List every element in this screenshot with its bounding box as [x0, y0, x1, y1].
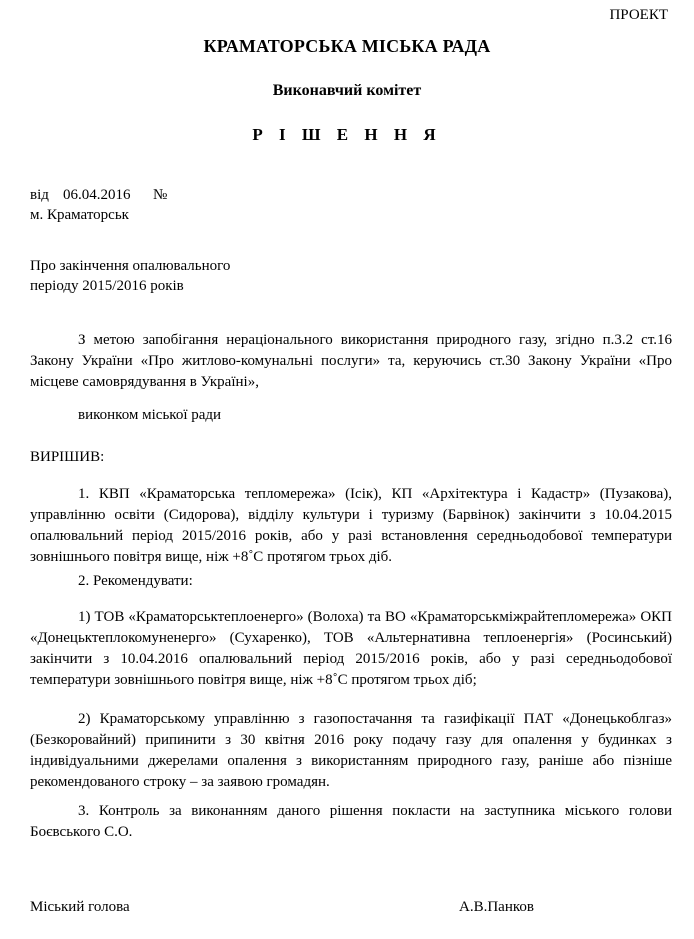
- draft-label: ПРОЕКТ: [609, 7, 668, 23]
- item-2-1-text: 1) ТОВ «Краматорськтеплоенерго» (Волоха) та ВО «Краматорськміжрайтепломережа» ОКП «Донецьктеплокомуненерго» (Сухаренко), ТОВ «Альтернативна теплоенергія» (Росинський) закінчити з 10.04.2016 опалювальний період 2015/2016 років, або у разі середньодобової температури зовнішнього повітря вище, ніж +8˚С протягом трьох діб;: [30, 609, 672, 688]
- item-2: [30, 571, 672, 592]
- item-1-text: 1. КВП «Краматорська тепломережа» (Ісік), КП «Архітектура і Кадастр» (Пузакова), управлінню освіти (Сидорова), відділу культури і туризму (Барвінок) закінчити з 10.04.2015 опалювальний період 2015/2016 років, або у разі встановлення середньодобової температури зовнішнього повітря вище, ніж +8˚С протягом трьох діб.: [30, 486, 672, 565]
- date-prefix: від: [30, 187, 49, 203]
- executive-text: виконком міської ради: [78, 407, 222, 423]
- item-2-text: 2. Рекомендувати:: [78, 573, 193, 589]
- item-3-text: 3. Контроль за виконанням даного рішення покласти на заступника міського голови Боєвського С.О.: [30, 803, 672, 840]
- item-1: [30, 484, 672, 568]
- preamble-text: З метою запобігання нераціонального використання природного газу, згідно п.3.2 ст.16 Закону України «Про житлово-комунальні послуги» та, керуючись ст.30 Закону України «Про місцеве самоврядування в Україні»,: [30, 332, 672, 390]
- item-3: [30, 801, 672, 843]
- date-line: [30, 187, 167, 204]
- decision-date: 06.04.2016: [63, 187, 131, 203]
- subject-line-2: періоду 2015/2016 років: [30, 278, 184, 294]
- item-2-2: [30, 709, 672, 793]
- city: м. Краматорськ: [30, 207, 129, 223]
- subject-line-1: Про закінчення опалювального: [30, 258, 231, 274]
- executive-committee: [30, 405, 672, 426]
- signature-title: Міський голова: [30, 899, 130, 915]
- decision-title: Р І Ш Е Н Н Я: [252, 125, 442, 144]
- number-label: №: [153, 187, 168, 203]
- item-2-2-text: 2) Краматорському управлінню з газопостачання та газифікації ПАТ «Донецькоблгаз» (Безкоровайний) припинити з 30 квітня 2016 року подачу газу для опалення у будинках з індивідуальними джерелами опалення з використанням природного газу, раніше або пізніше рекомендованого строку – за заявою громадян.: [30, 711, 672, 790]
- resolved-heading: ВИРІШИВ:: [30, 449, 105, 465]
- signature-name: А.В.Панков: [459, 899, 534, 915]
- council-heading: КРАМАТОРСЬКА МІСЬКА РАДА: [203, 36, 491, 56]
- item-2-1: [30, 607, 672, 691]
- committee-heading: Виконавчий комітет: [272, 82, 422, 99]
- preamble: [30, 330, 672, 393]
